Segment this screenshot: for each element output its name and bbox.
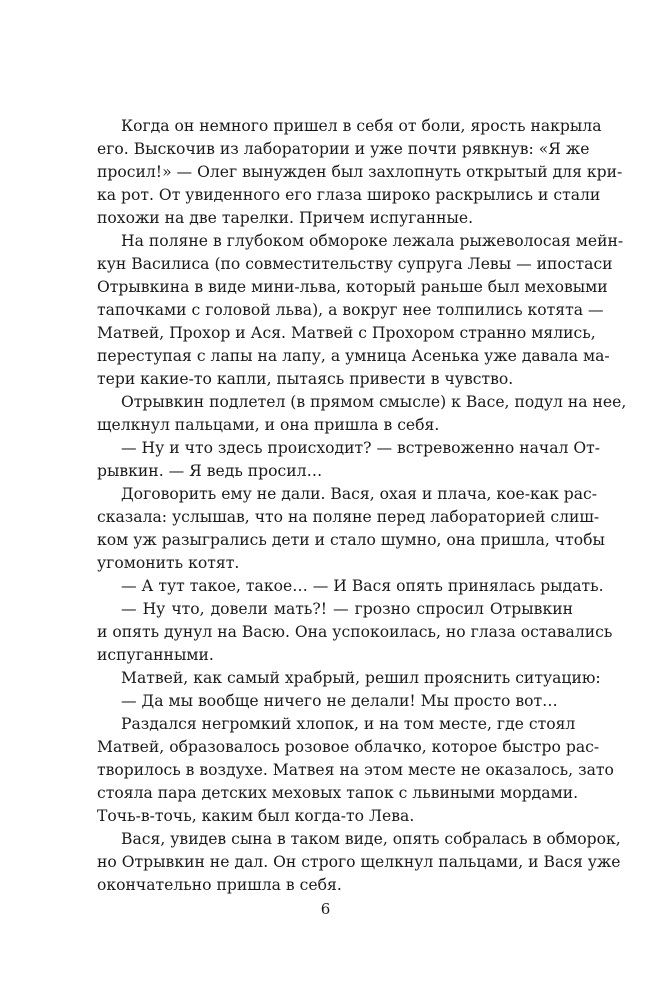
text-line: тапочками с головой льва), а вокруг нее толпились котята — <box>97 301 604 319</box>
text-line: Договорить ему не дали. Вася, охая и плача, кое-как рас- <box>121 485 598 503</box>
text-line: — Ну и что здесь происходит? — встревоженно начал От- <box>121 439 601 457</box>
text-line: просил!» — Олег вынужден был захлопнуть открытый для кри- <box>97 163 623 181</box>
text-line: щелкнул пальцами, и она пришла в себя. <box>97 416 440 434</box>
text-line: Точь-в-точь, каким был когда-то Лева. <box>97 807 415 825</box>
paragraph <box>97 115 623 230</box>
text-line: Отрывкин подлетел (в прямом смысле) к Васе, подул на нее, <box>121 393 627 411</box>
paragraph <box>97 575 604 598</box>
text-line: угомонить котят. <box>97 554 240 572</box>
paragraph <box>97 598 613 667</box>
text-line: стояла пара детских меховых тапок с львиными мордами. <box>97 784 579 802</box>
text-line: — Да мы вообще ничего не делали! Мы просто вот… <box>121 692 558 710</box>
paragraph <box>97 713 614 828</box>
text-line: окончательно пришла в себя. <box>97 876 342 894</box>
text-line: рывкин. — Я ведь просил… <box>97 462 323 480</box>
paragraph <box>97 391 627 437</box>
text-line: переступая с лапы на лапу, а умница Асенька уже давала ма- <box>97 347 610 365</box>
text-line: Когда он немного пришел в себя от боли, ярость накрыла <box>121 117 602 135</box>
text-line: и опять дунул на Васю. Она успокоилась, но глаза оставались <box>97 623 613 641</box>
body-text <box>97 115 627 897</box>
paragraph <box>97 667 601 690</box>
text-line: но Отрывкин не дал. Он строго щелкнул пальцами, и Вася уже <box>97 853 621 871</box>
text-line: творилось в воздухе. Матвея на этом месте не оказалось, зато <box>97 761 614 779</box>
page-number: 6 <box>320 900 331 918</box>
text-line: ка рот. От увиденного его глаза широко раскрылись и стали <box>97 186 601 204</box>
text-line: На поляне в глубоком обмороке лежала рыжеволосая мейн- <box>121 232 624 250</box>
text-line: похожи на две тарелки. Причем испуганные. <box>97 209 474 227</box>
text-line: испуганными. <box>97 646 214 664</box>
paragraph <box>97 230 624 391</box>
text-line: Вася, увидев сына в таком виде, опять собралась в обморок, <box>121 830 621 848</box>
text-line: Отрывкина в виде мини-льва, который раньше был меховыми <box>97 278 608 296</box>
text-line: кун Василиса (по совместительству супруга Левы — ипостаси <box>97 255 613 273</box>
paragraph <box>97 483 605 575</box>
text-line: Раздался негромкий хлопок, и на том месте, где стоял <box>121 715 576 733</box>
text-line: тери какие-то капли, пытаясь привести в чувство. <box>97 370 514 388</box>
paragraph <box>97 828 621 897</box>
paragraph <box>97 690 573 713</box>
text-line: — Ну что, довели мать?! — грозно спросил Отрывкин <box>121 600 573 618</box>
text-line: его. Выскочив из лаборатории и уже почти рявкнув: «Я же <box>97 140 590 158</box>
text-line: — А тут такое, такое… — И Вася опять принялась рыдать. <box>121 577 604 595</box>
text-line: сказала: услышав, что на поляне перед лабораторией слиш- <box>97 508 600 526</box>
text-line: ком уж разыгрались дети и стало шумно, она пришла, чтобы <box>97 531 605 549</box>
text-line: Матвей, как самый храбрый, решил прояснить ситуацию: <box>121 669 601 687</box>
text-line: Матвей, Прохор и Ася. Матвей с Прохором странно мялись, <box>97 324 596 342</box>
text-line: Матвей, образовалось розовое облачко, которое быстро рас- <box>97 738 600 756</box>
paragraph <box>97 437 601 483</box>
